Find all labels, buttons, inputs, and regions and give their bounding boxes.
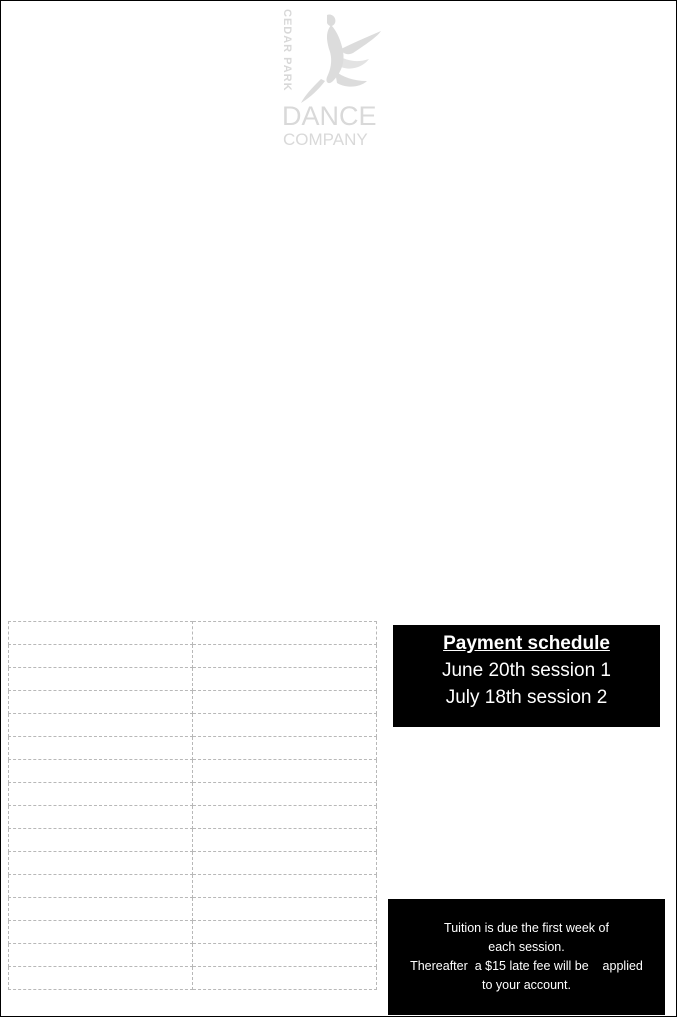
grid-cell bbox=[193, 622, 377, 645]
grid-cell bbox=[9, 967, 193, 990]
table-row bbox=[9, 967, 377, 990]
tuition-note-box bbox=[388, 899, 665, 1015]
grid-cell bbox=[193, 921, 377, 944]
grid-cell bbox=[193, 898, 377, 921]
grid-cell bbox=[193, 760, 377, 783]
table-row bbox=[9, 645, 377, 668]
table-row bbox=[9, 921, 377, 944]
grid-cell bbox=[9, 875, 193, 898]
table-row bbox=[9, 668, 377, 691]
grid-cell bbox=[193, 944, 377, 967]
grid-cell bbox=[193, 668, 377, 691]
tuition-line-3: Thereafter a $15 late fee will be applied bbox=[410, 959, 643, 973]
tuition-line-2: each session. bbox=[488, 940, 565, 954]
grid-cell bbox=[193, 737, 377, 760]
grid-cell bbox=[9, 852, 193, 875]
table-row bbox=[9, 898, 377, 921]
table-row bbox=[9, 737, 377, 760]
table-row bbox=[9, 783, 377, 806]
grid-cell bbox=[9, 829, 193, 852]
grid-cell bbox=[9, 783, 193, 806]
logo-dance-text: DANCE bbox=[282, 101, 377, 131]
grid-cell bbox=[9, 645, 193, 668]
payment-schedule-box bbox=[393, 625, 660, 727]
table-row bbox=[9, 829, 377, 852]
table-row bbox=[9, 714, 377, 737]
table-row bbox=[9, 760, 377, 783]
table-row bbox=[9, 944, 377, 967]
grid-cell bbox=[9, 714, 193, 737]
payment-schedule-title: Payment schedule bbox=[443, 633, 610, 654]
grid-cell bbox=[9, 760, 193, 783]
grid-cell bbox=[9, 737, 193, 760]
table-row bbox=[9, 875, 377, 898]
table-row bbox=[9, 806, 377, 829]
grid-cell bbox=[9, 921, 193, 944]
grid-cell bbox=[9, 806, 193, 829]
grid-cell bbox=[9, 944, 193, 967]
grid-cell bbox=[193, 714, 377, 737]
grid-cell bbox=[9, 898, 193, 921]
logo-company-text: COMPANY bbox=[283, 130, 368, 149]
tuition-line-4: to your account. bbox=[482, 978, 571, 992]
grid-cell bbox=[193, 829, 377, 852]
grid-cell bbox=[193, 783, 377, 806]
grid-cell bbox=[193, 852, 377, 875]
dancer-figure-icon bbox=[297, 11, 383, 107]
grid-cell bbox=[193, 645, 377, 668]
grid-cell bbox=[193, 967, 377, 990]
table-row bbox=[9, 852, 377, 875]
grid-cell bbox=[9, 622, 193, 645]
grid-cell bbox=[9, 691, 193, 714]
grid-cell bbox=[193, 691, 377, 714]
cedar-park-dance-logo bbox=[279, 7, 389, 152]
tuition-line-1: Tuition is due the first week of bbox=[444, 921, 609, 935]
table-row bbox=[9, 691, 377, 714]
grid-cell bbox=[193, 875, 377, 898]
grid-cell bbox=[9, 668, 193, 691]
payment-session-2: July 18th session 2 bbox=[445, 687, 608, 708]
table-row bbox=[9, 622, 377, 645]
logo-vertical-text: CEDAR PARK bbox=[281, 9, 293, 92]
payment-session-1: June 20th session 1 bbox=[441, 660, 611, 681]
entry-grid bbox=[8, 621, 377, 990]
tuition-note-text bbox=[388, 919, 665, 995]
grid-cell bbox=[193, 806, 377, 829]
